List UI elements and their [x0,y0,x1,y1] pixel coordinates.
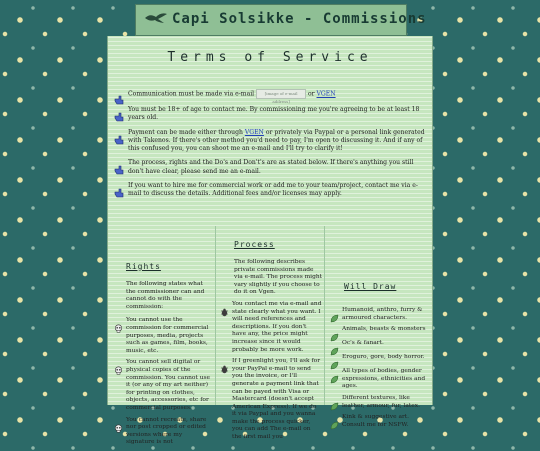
terms-list [114,89,426,205]
list-item: Payment can be made either through VGEN or privately via Paypal or a personal link generated with Takenos. If there's other method you'd need to pay, I'm open to discussing it. And if any of this confused you, you can shoot me an e-mail and I'll try to clarify it! [114,129,426,154]
columns-section [108,226,432,446]
vgen-link[interactable]: VGEN [244,128,264,136]
list-item: Animals, beasts & monsters [330,326,428,336]
list-item: Kink & suggestive art. Consult me for NSFW. [330,414,428,429]
process-column [220,240,322,446]
list-item: You cannot sell digital or physical copies of the commission. You cannot use it (or any of my art neither) for printing on clothes, objects, accessories, etc for commercial purposes. [114,359,212,412]
leaf-icon [330,308,339,317]
site-title: Capi Solsikke - Commissions [172,11,427,27]
content-panel [107,36,433,446]
hand-pointer-icon [114,130,124,140]
header-banner [135,4,427,36]
rights-column [114,262,212,451]
hand-pointer-icon [114,107,124,117]
list-item: The process, rights and the Do's and Don't's are as stated below. If there's anything you still don't have clear, please send me an e-mail. [114,159,426,176]
column-divider [215,226,216,405]
list-item: Oc's & fanart. [330,340,428,350]
beetle-icon [220,302,229,311]
list-item: You cannot use the commission for commercial purposes, media, projects such as games, film, books, music, etc. [114,317,212,355]
hand-pointer-icon [114,160,124,170]
skull-icon [114,318,123,327]
list-item: If I greenlight you, I'll ask for your PayPal e-mail to send you the invoice, or I'll generate a payment link that can be payed with Visa or Mastercard (doesn't accept American Express). If we do it via Paypal and you wanna make the process quicker, you can add The e-mail on the first mail you [220,358,322,442]
leaf-icon [330,341,339,350]
leaf-icon [330,396,339,405]
list-item: All types of bodies, gender expressions, ethnicities and ages. [330,368,428,391]
leaf-icon [330,369,339,378]
list-item: Different textures, like leather, armour, fur, latex. [330,395,428,410]
leaf-icon [330,415,339,424]
rights-heading: Rights [126,262,161,271]
column-divider [324,226,325,405]
process-heading: Process [234,240,275,249]
leaf-icon [330,327,339,336]
hand-pointer-icon [114,183,124,193]
list-item: You must be 18+ of age to contact me. By commissioning me you're agreeing to be at least 18 years old. [114,106,426,123]
process-intro: The following describes private commissions made via e-mail. The process might vary slightly if you choose to do it on Vgen. [234,259,323,296]
skull-icon [114,360,123,369]
hand-pointer-icon [114,90,124,100]
bird-icon [144,10,168,24]
list-item: Communication must be made via e-mail [image of e-mail address] or VGEN [114,89,426,100]
rights-intro: The following states what the commissioner can and cannot do with the commission: [126,281,205,310]
leaf-icon [330,355,339,364]
will-draw-heading: Will Draw [344,282,397,291]
will-draw-column [330,282,428,433]
email-address-image: [image of e-mail address] [256,89,306,99]
list-item: You contact me via e-mail and state clearly what you want. I will need references and descriptions. If you don't have any, the price might increase since it would probably be more work. [220,301,322,354]
list-item: Humanoid, anthro, furry & armoured characters. [330,307,428,322]
list-item: You cannot recreate, share nor post cropped or edited versions where my signature is not [114,417,212,447]
beetle-icon [220,359,229,368]
skull-icon [114,418,123,427]
vgen-link[interactable]: VGEN [316,90,336,98]
page-title: Terms of Service [167,50,373,65]
list-item: If you want to hire me for commercial work or add me to your team/project, contact me via e-mail to discuss the details. Additional fees and/or licenses may apply. [114,182,426,199]
list-item: Eroguro, gore, body horror. [330,354,428,364]
